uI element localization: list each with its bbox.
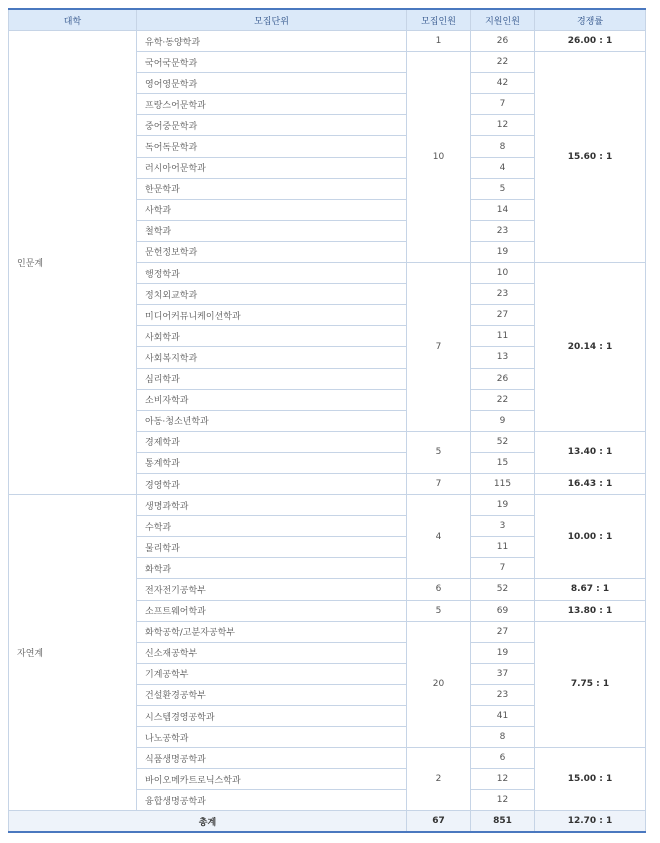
applicants-cell: 42 (471, 73, 535, 94)
applicants-cell: 4 (471, 157, 535, 178)
unit-cell: 중어중문학과 (137, 115, 407, 136)
header-applicants: 지원인원 (471, 9, 535, 31)
applicants-cell: 27 (471, 305, 535, 326)
unit-cell: 신소재공학부 (137, 642, 407, 663)
unit-cell: 건설환경공학부 (137, 684, 407, 705)
applicants-cell: 13 (471, 347, 535, 368)
applicants-cell: 8 (471, 727, 535, 748)
rate-cell: 13.40 : 1 (535, 431, 646, 473)
quota-cell: 2 (407, 748, 471, 811)
rate-cell: 8.67 : 1 (535, 579, 646, 600)
unit-cell: 바이오메카트로닉스학과 (137, 769, 407, 790)
total-quota: 67 (407, 811, 471, 833)
unit-cell: 화학과 (137, 558, 407, 579)
unit-cell: 국어국문학과 (137, 52, 407, 73)
unit-cell: 경영학과 (137, 473, 407, 494)
unit-cell: 사학과 (137, 199, 407, 220)
header-row (9, 9, 646, 31)
unit-cell: 심리학과 (137, 368, 407, 389)
rate-cell: 16.43 : 1 (535, 473, 646, 494)
applicants-cell: 5 (471, 178, 535, 199)
applicants-cell: 9 (471, 410, 535, 431)
applicants-cell: 23 (471, 684, 535, 705)
unit-cell: 융합생명공학과 (137, 790, 407, 811)
unit-cell: 전자전기공학부 (137, 579, 407, 600)
unit-cell: 통계학과 (137, 452, 407, 473)
unit-cell: 사회학과 (137, 326, 407, 347)
rate-cell: 7.75 : 1 (535, 621, 646, 748)
rate-cell: 13.80 : 1 (535, 600, 646, 621)
applicants-cell: 11 (471, 326, 535, 347)
quota-cell: 6 (407, 579, 471, 600)
unit-cell: 한문학과 (137, 178, 407, 199)
applicants-cell: 11 (471, 537, 535, 558)
table-row (9, 495, 646, 516)
unit-cell: 문헌정보학과 (137, 241, 407, 262)
table-row (9, 31, 646, 52)
unit-cell: 화학공학/고분자공학부 (137, 621, 407, 642)
applicants-cell: 23 (471, 220, 535, 241)
unit-cell: 식품생명공학과 (137, 748, 407, 769)
unit-cell: 기계공학부 (137, 663, 407, 684)
unit-cell: 유학·동양학과 (137, 31, 407, 52)
applicants-cell: 22 (471, 52, 535, 73)
unit-cell: 독어독문학과 (137, 136, 407, 157)
header-quota: 모집인원 (407, 9, 471, 31)
applicants-cell: 69 (471, 600, 535, 621)
applicants-cell: 7 (471, 94, 535, 115)
unit-cell: 정치외교학과 (137, 284, 407, 305)
unit-cell: 프랑스어문학과 (137, 94, 407, 115)
rate-cell: 15.00 : 1 (535, 748, 646, 811)
total-row (9, 811, 646, 833)
applicants-cell: 14 (471, 199, 535, 220)
rate-cell: 15.60 : 1 (535, 52, 646, 263)
quota-cell: 5 (407, 431, 471, 473)
unit-cell: 물리학과 (137, 537, 407, 558)
unit-cell: 행정학과 (137, 263, 407, 284)
unit-cell: 경제학과 (137, 431, 407, 452)
applicants-cell: 7 (471, 558, 535, 579)
applicants-cell: 15 (471, 452, 535, 473)
quota-cell: 20 (407, 621, 471, 748)
applicants-cell: 12 (471, 115, 535, 136)
total-label: 총계 (9, 811, 407, 833)
applicants-cell: 12 (471, 790, 535, 811)
applicants-cell: 52 (471, 579, 535, 600)
unit-cell: 생명과학과 (137, 495, 407, 516)
applicants-cell: 3 (471, 516, 535, 537)
applicants-cell: 115 (471, 473, 535, 494)
applicants-cell: 27 (471, 621, 535, 642)
applicants-cell: 12 (471, 769, 535, 790)
unit-cell: 소비자학과 (137, 389, 407, 410)
unit-cell: 수학과 (137, 516, 407, 537)
applicants-cell: 22 (471, 389, 535, 410)
applicants-cell: 19 (471, 642, 535, 663)
unit-cell: 아동·청소년학과 (137, 410, 407, 431)
admission-table (8, 8, 646, 833)
unit-cell: 러시아어문학과 (137, 157, 407, 178)
rate-cell: 26.00 : 1 (535, 31, 646, 52)
applicants-cell: 8 (471, 136, 535, 157)
unit-cell: 미디어커뮤니케이션학과 (137, 305, 407, 326)
unit-cell: 영어영문학과 (137, 73, 407, 94)
quota-cell: 4 (407, 495, 471, 579)
header-rate: 경쟁률 (535, 9, 646, 31)
applicants-cell: 19 (471, 241, 535, 262)
quota-cell: 7 (407, 263, 471, 432)
applicants-cell: 19 (471, 495, 535, 516)
unit-cell: 시스템경영공학과 (137, 706, 407, 727)
quota-cell: 1 (407, 31, 471, 52)
applicants-cell: 52 (471, 431, 535, 452)
quota-cell: 7 (407, 473, 471, 494)
rate-cell: 10.00 : 1 (535, 495, 646, 579)
unit-cell: 소프트웨어학과 (137, 600, 407, 621)
quota-cell: 5 (407, 600, 471, 621)
applicants-cell: 23 (471, 284, 535, 305)
rate-cell: 20.14 : 1 (535, 263, 646, 432)
quota-cell: 10 (407, 52, 471, 263)
total-applicants: 851 (471, 811, 535, 833)
college-cell: 자연계 (9, 495, 137, 811)
header-unit: 모집단위 (137, 9, 407, 31)
total-rate: 12.70 : 1 (535, 811, 646, 833)
applicants-cell: 6 (471, 748, 535, 769)
applicants-cell: 10 (471, 263, 535, 284)
applicants-cell: 26 (471, 31, 535, 52)
applicants-cell: 37 (471, 663, 535, 684)
header-college: 대학 (9, 9, 137, 31)
unit-cell: 사회복지학과 (137, 347, 407, 368)
unit-cell: 나노공학과 (137, 727, 407, 748)
unit-cell: 철학과 (137, 220, 407, 241)
college-cell: 인문계 (9, 31, 137, 495)
applicants-cell: 26 (471, 368, 535, 389)
applicants-cell: 41 (471, 706, 535, 727)
